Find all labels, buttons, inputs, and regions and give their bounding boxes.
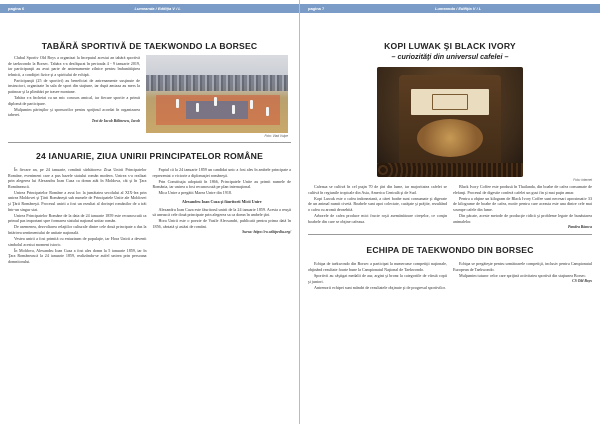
paragraph: Hora Unirii este o poezie de Vasile Alecsandri, publicată pentru prima dată în 1856, cântată şi astăzi de români. (152, 218, 291, 229)
paragraph: Clubul Sportiv Old Boys a organizat la începutul acestui an tabără sportivă de taekwondo la Borsec. Tabăra s-a desfăşurat în perioada 4 - 9 ianuarie 2019, iar participanţii au avut parte de antrenamente zilnice pentru îmbunătăţirea tehnicii, a condiţiei fizice şi a spiritului de echipă. (8, 55, 140, 77)
right-header-title: Lumeanda / Edifiţia V / L (435, 6, 482, 11)
article-tabara-body (8, 55, 291, 138)
article-tabara-text (8, 55, 140, 138)
left-header-title: Lumeanda / Edifiţia V / L (134, 6, 181, 11)
paragraph: Echipa de taekwondo din Borsec a participat la numeroase competiţii naţionale, obţinând rezultate foarte bune la Campionatul Naţional de Taekwondo. (308, 261, 447, 272)
paragraph: Cafeaua se cultivă în cel puţin 70 de ţări din lume, iar majoritatea cafelei se cultivă în regiunile tropicale din Asia, America Centrală şi de Sud. (308, 184, 447, 195)
paragraph: În fiecare an, pe 24 ianuarie, românii sărbătoresc Ziua Unirii Principatelor Române, eveniment care a pus bazele statului român modern. Unirea s-a realizat prin alegerea lui Alexandru Ioan Cuza ca domn atât în Moldova, cât şi în Ţara Românească. (8, 167, 147, 189)
article-echipa-col1 (308, 261, 447, 290)
paragraph: Mulţumim tuturor celor care sprijină activitatea sportivă din staţiunea Borsec. (459, 272, 587, 278)
article-kopi-body (308, 184, 592, 230)
paragraph: Prin Constituţia adoptată în 1866, Principatele Unite au primit numele de România, iar unirea a fost recunoscută pe plan internaţional. (152, 178, 291, 190)
paragraph: Tabăra s-a încheiat cu un mic concurs amical, iar fiecare sportiv a primit diplomă de participare. (8, 95, 140, 106)
article-title-tabara: TABĂRĂ SPORTIVĂ DE TAEKWONDO LA BORSEC (41, 41, 258, 51)
photo-credit: Foto: Vlad Vulpe (264, 134, 288, 138)
photo-credit: Foto: internet (573, 178, 592, 182)
article-echipa-body (308, 261, 592, 290)
paragraph: Sportivii au câştigat medalii de aur, argint şi bronz la categoriile de vârstă copii şi juniori. (308, 272, 447, 284)
paragraph: Echipa se pregăteşte pentru următoarele competiţii, inclusiv pentru Campionatul European de Taekwondo. (453, 261, 592, 272)
paragraph: Mulţumim părinţilor şi sponsorilor pentru sprijinul acordat în organizarea taberei. (8, 106, 140, 118)
article-subtitle-kopi: – curiozităţi din universul cafelei – (391, 52, 509, 61)
right-page (300, 0, 600, 424)
article-kopi-author: Pandea Bianca (568, 224, 592, 229)
divider (308, 234, 592, 235)
article-title-unirea: 24 IANUARIE, ZIUA UNIRII PRINCIPATELOR ROMÂNE (35, 151, 264, 161)
article-title-kopi: KOPI LUWAK ŞI BLACK IVORY (384, 41, 516, 51)
article-unirea-col2 (153, 167, 292, 265)
paragraph: Kopi Luwak este o cafea indoneziană, a cărei boabe sunt consumate şi digerate de un animal numit civetă. Boabele sunt apoi colectate, curăţate şi prăjite, rezultând o cafea cu aromă deosebită. (308, 195, 447, 212)
article-unirea-source: Sursa: https://ro.wikipedia.org/ (242, 230, 291, 235)
paragraph: Arborele de cafea produce mici fructe roşii asemănătoare cireşelor, ce conţin boabele din care se obţine cafeaua. (308, 212, 447, 224)
right-header-bar (300, 4, 600, 13)
article-echipa-col2 (453, 261, 592, 290)
paragraph: Alexandru Ioan Cuza este făuritorul unirii de la 24 ianuarie 1859. Acesta a reuşit să unească cele două principate prin alegerea sa ca domn în ambele ţări. (152, 206, 291, 218)
article-unirea-col1 (8, 167, 147, 265)
paragraph: De asemenea, dezvoltarea relaţiilor culturale dintre cele două principate a dus la întărirea sentimentului de unitate naţională. (8, 224, 147, 236)
paragraph: Vestea unirii a fost primită cu entuziasm de populaţie, iar Hora Unirii a devenit simbolul acestui moment istoric. (8, 236, 147, 247)
taekwondo-gym-photo (146, 55, 288, 133)
paragraph: Black Ivory Coffee este produsă în Thailanda, din boabe de cafea consumate de elefanţi. Procesul de digestie conferă cafelei un gust fin şi mai puţin amar. (453, 184, 592, 195)
right-page-number: pagina 7 (308, 6, 325, 11)
section-subheading: Alexandru Ioan Cuza şi făuritorii Micii Unire (181, 198, 262, 204)
paragraph: Mica Unire a pregătit Marea Unire din 1918. (158, 190, 232, 196)
left-header-bar (0, 4, 299, 13)
paragraph: Pentru a obţine un kilogram de Black Ivory Coffee sunt necesari aproximativ 33 de kilograme de boabe de cafea, motiv pentru care aceasta este una dintre cele mai scumpe cafele din lume. (453, 195, 592, 212)
article-kopi-col1 (308, 184, 447, 230)
article-echipa-author: CS Old Boys (572, 279, 592, 284)
article-kopi-col2 (453, 184, 592, 230)
paragraph: Din păcate, aceste metode de producţie ridică şi probleme legate de bunăstarea animalelor. (453, 212, 592, 224)
left-page-number: pagina 6 (8, 6, 25, 11)
paragraph: Faptul că la 24 ianuarie 1859 un candidat unic a fost ales în ambele principate a reprezentat o victorie a diplomaţiei româneşti. (152, 167, 291, 178)
paragraph: Unirea Principatelor Române a avut loc la jumătatea secolului al XIX-lea prin unirea Moldovei şi Ţării Româneşti sub numele de Principatele Unite ale Moldovei şi Ţării Româneşti. Procesul unirii a fost un rezultat al dorinţei românilor de a trăi într-un singur stat. (8, 189, 147, 212)
paragraph: În Moldova, Alexandru Ioan Cuza a fost ales domn la 5 ianuarie 1859, iar în Ţara Românească la 24 ianuarie 1859, realizându-se astfel unirea prin persoana domnitorului. (8, 247, 147, 264)
coffee-bag-photo (377, 67, 523, 177)
paragraph: Participanţii (25 de sportivi) au beneficiat de antrenamente susţinute de instructori, organizate în sala de sport din staţiune, iar după amiaza au mers la patinoar şi la plimbări pe trasee montane. (8, 77, 140, 95)
article-tabara-credit: Text de Iacob Bălinescu, Iacob (91, 119, 140, 124)
article-title-echipa: ECHIPA DE TAEKWONDO DIN BORSEC (366, 245, 534, 256)
paragraph: Unirea Principatelor Române de la data de 24 ianuarie 1859 este recunoscută ca primul pas important spre formarea statului naţional unitar român. (8, 212, 147, 224)
article-unirea-body (8, 167, 291, 265)
paragraph: Antrenorii echipei sunt mândri de rezultatele obţinute şi de progresul sportivilor. (314, 284, 446, 290)
divider (8, 142, 291, 143)
